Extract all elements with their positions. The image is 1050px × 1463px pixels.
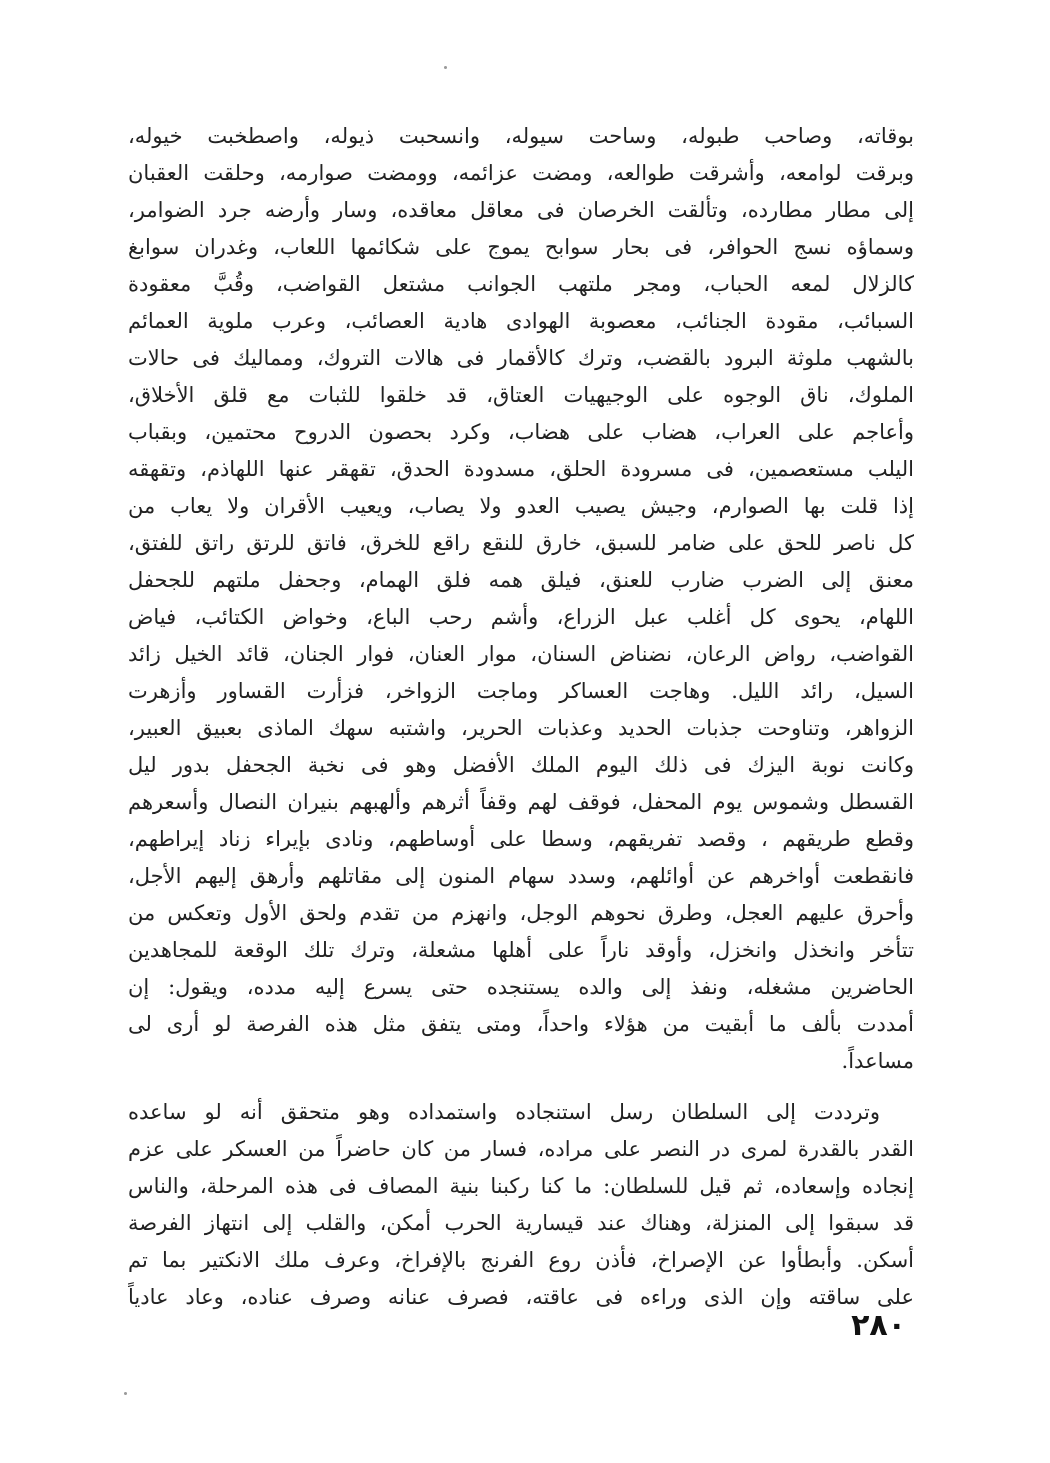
text-line: الحاضرين مشغله، ونفذ إلى والده يستنجده حتى يسرع إليه مدده، ويقول: إن xyxy=(128,975,914,999)
body-text xyxy=(128,118,914,1316)
text-line: قد سبقوا إلى المنزلة، وهناك عند قيسارية الحرب أمكن، والقلب إلى انتهاز الفرصة xyxy=(128,1211,914,1235)
page-number: ٢٨٠ xyxy=(851,1308,906,1343)
text-line: وبرقت لوامعه، وأشرقت طوالعه، ومضت عزائمه، وومضت صوارمه، وحلقت العقبان xyxy=(128,161,914,185)
text-line: وسماؤه نسج الحوافر، فى بحار سوابح يموج على شكائمها اللعاب، وغدران سوابغ xyxy=(128,235,914,259)
text-line: إلى مطار مطارده، وتألقت الخرصان فى معاقل معاقده، وسار وأرضه جرد الضوامر، xyxy=(128,198,914,222)
text-line: الملوك، ناق الوجوه على الوجيهيات العتاق، قد خلقوا للثبات مع قلق الأخلاق، xyxy=(128,383,914,407)
paragraph xyxy=(128,118,914,1080)
text-line: القدر بالقدرة لمرى در النصر على مراده، فسار من كان حاضراً من العسكر على عزم xyxy=(128,1137,914,1161)
text-line: بوقاته، وصاحب طبوله، وساحت سيوله، وانسحبت ذيوله، واصطخبت خيوله، xyxy=(128,124,914,148)
text-line: أسكن. وأبطأوا عن الإصراخ، فأذن روع الفرنج بالإفراخ، وعرف ملك الانكتير بما تم xyxy=(128,1248,914,1272)
text-line: القسطل وشموس يوم المحفل، فوقف لهم وقفاً أثرهم وألهبهم بنيران النصال وأسعرهم xyxy=(128,790,914,814)
text-line: وأحرق عليهم العجل، وطرق نحوهم الوجل، وانهزم من تقدم ولحق الأول وتعكس من xyxy=(128,901,914,925)
paragraph-gap xyxy=(128,1080,914,1094)
paragraph xyxy=(128,1094,914,1316)
text-line: بالشهب ملوثة البرود بالقضب، وترك كالأقمار فى هالات التروك، ومماليك فى حالات xyxy=(128,346,914,370)
text-line: اللهام، يحوى كل أغلب عبل الزراع، وأشم رحب الباع، وخواض الكتائب، فياض xyxy=(128,605,914,629)
text-line: السيل، رائد الليل. وهاجت العساكر وماجت الزواخر، فزأرت القساور وأزهرت xyxy=(128,679,914,703)
scan-speck xyxy=(444,66,447,69)
text-line: السبائب، مقودة الجنائب، معصوبة الهوادى هادية العصائب، وعرب ملوية العمائم xyxy=(128,309,914,333)
text-line: وكانت نوبة اليزك فى ذلك اليوم الملك الأفضل وهو فى نخبة الجحفل بدور ليل xyxy=(128,753,914,777)
scan-speck xyxy=(124,1392,127,1395)
text-line: إنجاده وإسعاده، ثم قيل للسلطان: ما كنا ركبنا بنية المصاف فى هذه المرحلة، والناس xyxy=(128,1174,914,1198)
text-line: القواضب، رواض الرعان، نضناض السنان، موار العنان، فوار الجنان، قائد الخيل زائد xyxy=(128,642,914,666)
text-line: مساعداً. xyxy=(841,1049,914,1073)
text-line: وقطع طريقهم ، وقصد تفريقهم، وسطا على أوساطهم، ونادى بإيراء زناد إيراطهم، xyxy=(128,827,914,851)
text-line: تتأخر وانخذل وانخزل، وأوقد ناراً على أهلها مشعلة، وترك تلك الوقعة للمجاهدين xyxy=(128,938,914,962)
text-line: إذا قلت بها الصوارم، وجيش يصيب العدو ولا يصاب، ويعيب الأقران ولا يعاب من xyxy=(128,494,914,518)
text-line: وأعاجم على العراب، هضاب على هضاب، وكرد بحصون الدروح محتمين، وبقباب xyxy=(128,420,914,444)
text-line: على ساقته وإن الذى وراءه فى عاقته، فصرف عنانه وصرف عناده، وعاد عادياً xyxy=(128,1285,914,1309)
text-line: وترددت إلى السلطان رسل استنجاده واستمداده وهو متحقق أنه لو ساعده xyxy=(128,1100,880,1124)
text-line: معنق إلى الضرب ضارب للعنق، فيلق همه فلق الهمام، وجحفل ملتهم للجحفل xyxy=(128,568,914,592)
text-line: الزواهر، وتناوحت جذبات الحديد وعذبات الحرير، واشتبه سهك الماذى بعبيق العبير، xyxy=(128,716,914,740)
text-line: أمددت بألف ما أبقيت من هؤلاء واحداً، ومتى يتفق مثل هذه الفرصة لو أرى لى xyxy=(128,1012,914,1036)
text-line: اليلب مستعصمين، فى مسرودة الحلق، مسدودة الحدق، تقهقر عنها اللهاذم، وتقهقه xyxy=(128,457,914,481)
text-line: كل ناصر للحق على ضامر للسبق، خارق للنقع راقع للخرق، فاتق للرتق راتق للفتق، xyxy=(128,531,914,555)
text-line: فانقطعت أواخرهم عن أوائلهم، وسدد سهام المنون إلى مقاتلهم وأرهق إليهم الأجل، xyxy=(128,864,914,888)
text-line: كالزلال لمعه الحباب، ومجر ملتهب الجوانب مشتعل القواضب، وقُبَّ معقودة xyxy=(128,272,914,296)
